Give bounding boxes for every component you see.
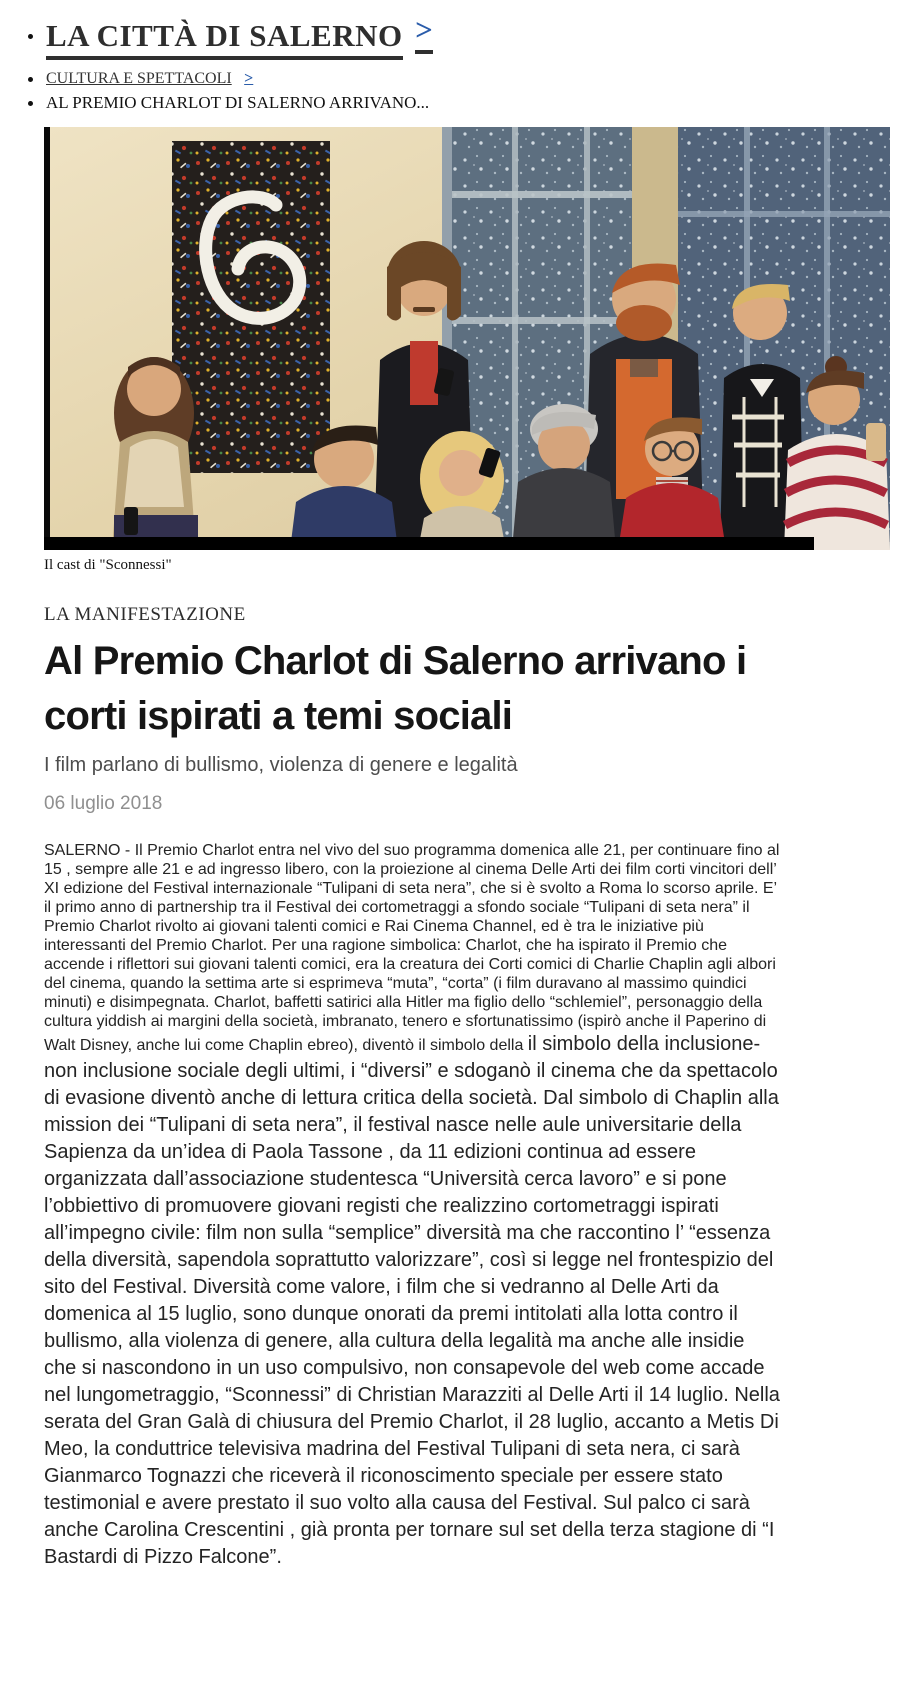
chevron-right-icon[interactable]: > [415, 12, 433, 54]
breadcrumb-link-section[interactable]: CULTURA E SPETTACOLI [46, 70, 232, 87]
photo-caption: Il cast di "Sconnessi" [44, 557, 172, 573]
body-text-part1: SALERNO - Il Premio Charlot entra nel vivo del suo programma domenica alle 21, per continuare fino al 15 , sempre alle 21 e ad ingresso libero, con la proiezione al cinema Delle Arti dei film corti vincitori dell’ XI edizione del Festival internazionale “Tulipani di seta nera”, che si è svolto a Roma lo scorso aprile. E’ il primo anno di partnership tra il Festival dei cortometraggi a sfondo sociale “Tulipani di seta nera” il Premio Charlot rivolto ai giovani talenti comici e Rai Cinema Channel, ed è tra le iniziative più interessanti del Premio Charlot. Per una ragione simbolica: Charlot, che ha ispirato il Premio che accende i riflettori sui giovani talenti comici, era la creatura dei Corti comici di Charlie Chaplin agli albori del cinema, quando la settima arte si esprimeva “muta”, “corta” (i film duravano al massimo quindici minuti) e disimpegnata. Charlot, baffetti satirici alla Hitler ma figlio dello “schlemiel”, personaggio della cultura yiddish ai margini della società, imbranato, tenero e sfortunatissimo (ispirò anche il Paperino di Walt Disney, anche lui come Chaplin ebreo), diventò il simbolo della [44, 842, 780, 1055]
article-body [44, 841, 780, 1571]
hero-figure [44, 127, 890, 574]
breadcrumb-current-label: AL PREMIO CHARLOT DI SALERNO ARRIVANO... [46, 93, 430, 112]
bullet-icon [28, 77, 33, 82]
body-text-part2: il simbolo della inclusione- non inclusione sociale degli ultimi, i “diversi” e sdoganò il cinema che da spettacolo di evasione diventò anche di lettura critica della società. Dal simbolo di Chaplin alla mission dei “Tulipani di seta nera”, il festival nasce nelle aule universitarie della Sapienza da un’idea di Paola Tassone , da 11 edizioni continua ad essere organizzata dall’associazione studentesca “Università cerca lavoro” e si pone l’obbiettivo di promuovere giovani registi che realizzino cortometraggi ispirati all’impegno civile: film non sulla “semplice” diversità ma che raccontino l’ “essenza della diversità, sapendola soprattutto valorizzare”, così si legge nel frontespizio del sito del Festival. Diversità come valore, i film che si vedranno al Delle Arti da domenica al 15 luglio, sono dunque onorati da premi intitolati alla lotta contro il bullismo, alla violenza di genere, alla cultura della legalità ma anche alle insidie che si nascondono in un uso compulsivo, non consapevole del web come accade nel lungometraggio, “Sconnessi” di Christian Marazziti al Delle Arti il 14 luglio. Nella serata del Gran Galà di chiusura del Premio Charlot, il 28 luglio, accanto a Metis Di Meo, la conduttrice televisiva madrina del Festival Tulipani di seta nera, ci sarà Gianmarco Tognazzi che riceverà il riconoscimento speciale per essere stato testimonial e avere prestato il suo volto alla causa del Festival. Sul palco ci sarà anche Carolina Crescentini , già pronta per tornare sul set della terza stagione di “I Bastardi di Pizzo Falcone”. [44, 1033, 780, 1569]
hero-photo-illustration [44, 127, 890, 550]
breadcrumb-item-section [24, 70, 900, 88]
breadcrumb-link-site[interactable]: LA CITTÀ DI SALERNO [46, 18, 403, 60]
bullet-icon [28, 101, 33, 106]
article-subtitle: I film parlano di bullismo, violenza di genere e legalità [44, 754, 518, 777]
article-kicker: LA MANIFESTAZIONE [44, 604, 246, 625]
article-date: 06 luglio 2018 [44, 793, 163, 815]
article [44, 604, 780, 1571]
breadcrumb-item-current [24, 93, 900, 113]
bullet-icon [28, 34, 33, 39]
breadcrumb-item-site [24, 12, 900, 60]
breadcrumb [0, 0, 900, 113]
chevron-right-icon[interactable]: > [244, 70, 254, 87]
page-title: Al Premio Charlot di Salerno arrivano i corti ispirati a temi sociali [44, 639, 747, 739]
